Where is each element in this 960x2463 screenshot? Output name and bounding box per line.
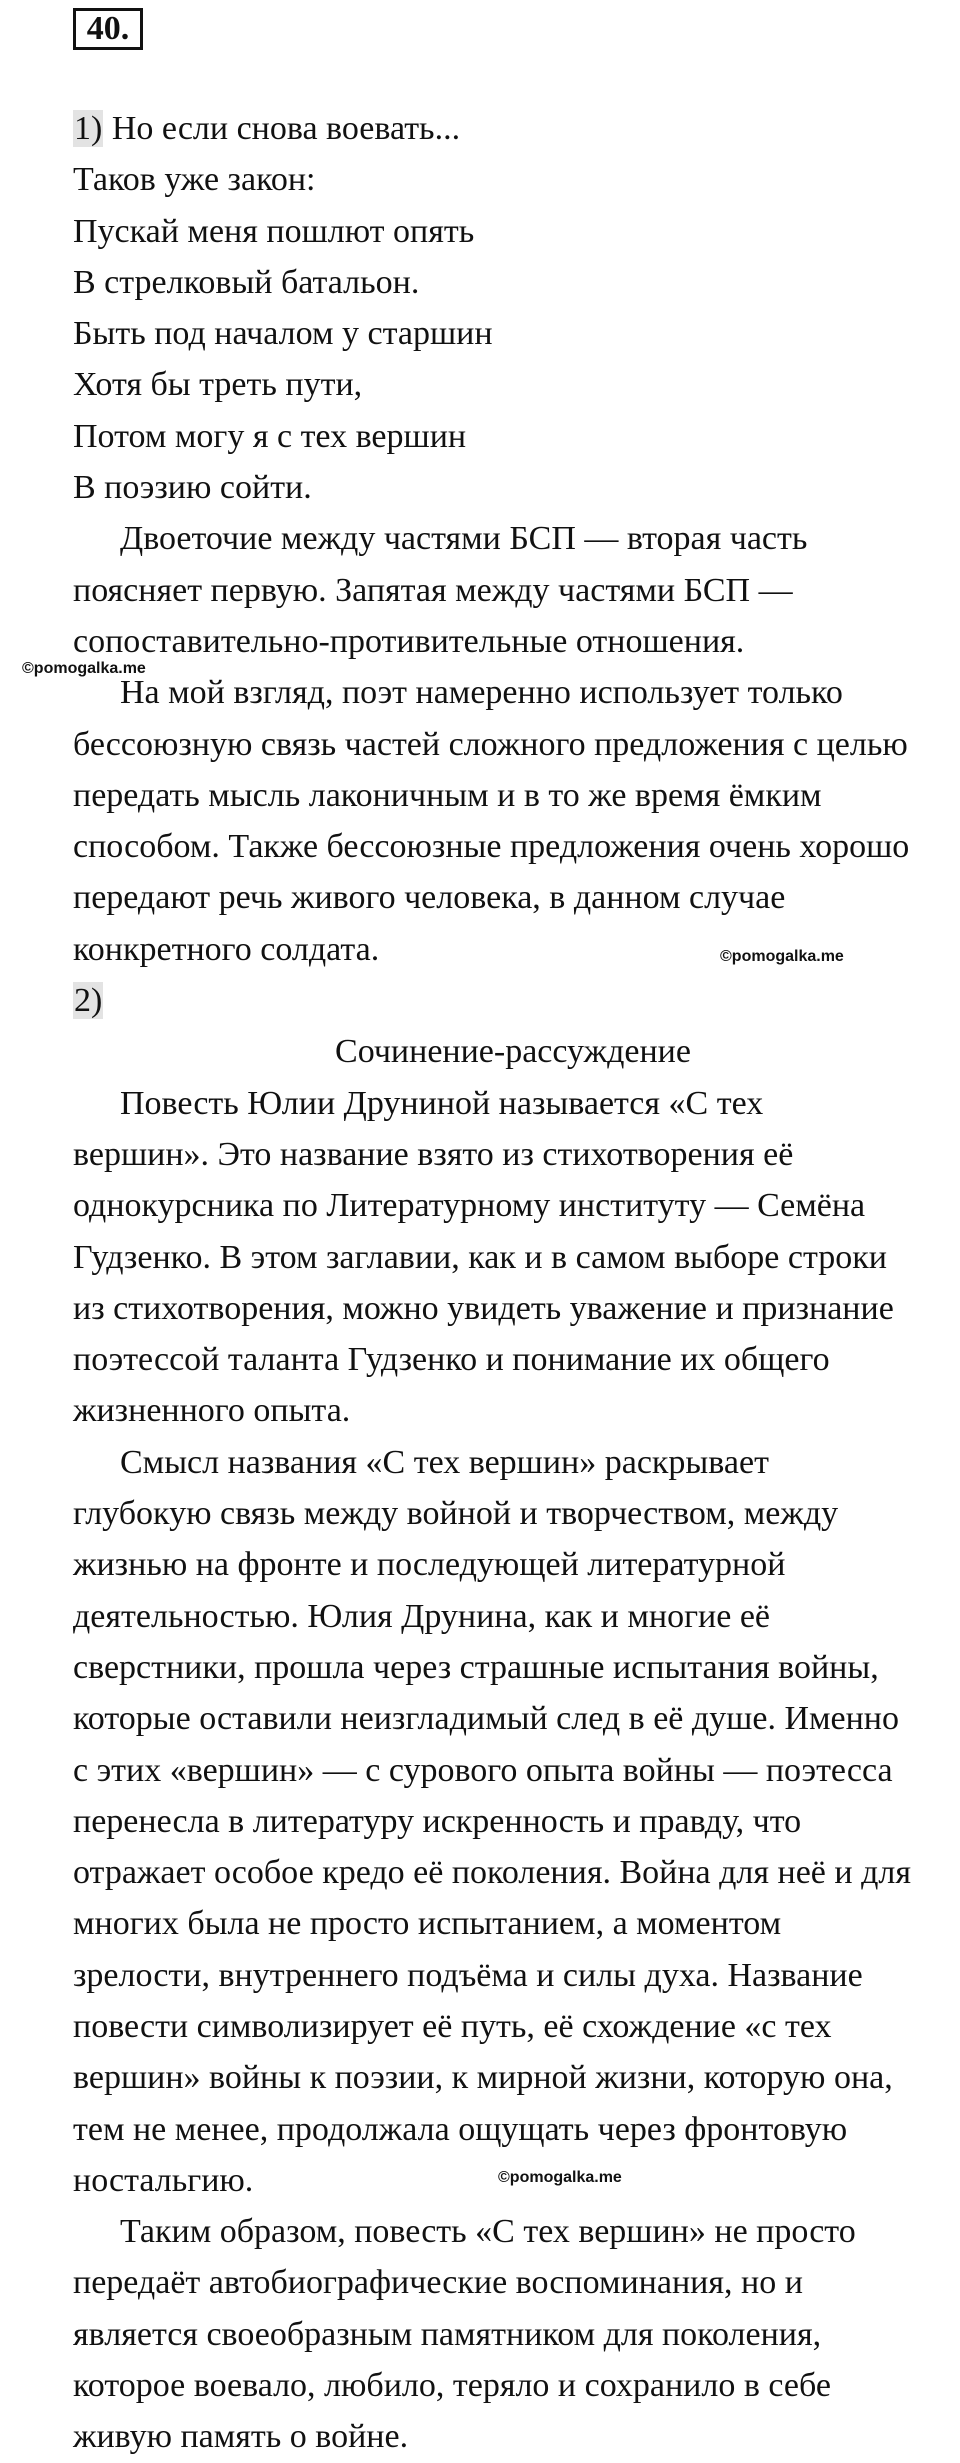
analysis-line: Двоеточие между частями БСП — вторая часть [120,520,808,558]
essay-line: отражает особое кредо её поколения. Война для неё и для [73,1854,911,1892]
task-number: 40. [73,8,143,50]
opinion-line: бессоюзную связь частей сложного предложения с целью [73,725,908,763]
poem-line: Быть под началом у старшин [73,315,493,353]
part2-marker-line [73,975,953,1026]
poem-line: Пускай меня пошлют опять [73,212,475,250]
essay-title: Сочинение-рассуждение [335,1033,691,1071]
opinion-line: На мой взгляд, поэт намеренно использует только [120,674,843,712]
opinion-line: передают речь живого человека, в данном случае [73,879,786,917]
document-body [73,103,953,2463]
watermark: ©pomogalka.me [22,660,146,677]
essay-line: однокурсника по Литературному институту — Семёна [73,1187,866,1225]
essay-line: поэтессой таланта Гудзенко и понимание их общего [73,1341,830,1379]
essay-line: повести символизирует её путь, её схождение «с тех [73,2007,832,2045]
essay-line: зрелости, внутреннего подъёма и силы духа. Название [73,1956,863,1994]
poem-line: В стрелковый батальон. [73,263,420,301]
essay-line: глубокую связь между войной и творчеством, между [73,1495,839,1533]
essay-line: многих была не просто испытанием, а моментом [73,1905,782,1943]
essay-line: из стихотворения, можно увидеть уважение и признание [73,1289,894,1327]
essay-line: живую память о войне. [73,2418,409,2456]
essay-line: Смысл названия «С тех вершин» раскрывает [120,1443,769,1481]
essay-line: с этих «вершин» — с сурового опыта войны — поэтесса [73,1751,893,1789]
analysis-line: сопоставительно-противительные отношения. [73,622,745,660]
opinion-line: передать мысль лаконичным и в то же время ёмким [73,776,822,814]
essay-line: которые оставили неизгладимый след в её душе. Именно [73,1700,899,1738]
essay-line: вершин». Это название взято из стихотворения её [73,1135,794,1173]
essay-line: Повесть Юлии Друниной называется «С тех [120,1084,764,1122]
essay-line: Гудзенко. В этом заглавии, как и в самом выборе строки [73,1238,887,1276]
analysis-line: поясняет первую. Запятая между частями БСП — [73,571,793,609]
essay-line: которое воевало, любило, теряло и сохранило в себе [73,2367,831,2405]
watermark: ©pomogalka.me [498,2169,622,2186]
essay-line: является своеобразным памятником для поколения, [73,2315,822,2353]
part1-marker: 1) [74,110,103,147]
essay-line: жизнью на фронте и последующей литературной [73,1546,786,1584]
essay-line: передаёт автобиографические воспоминания, но и [73,2264,803,2302]
poem-line: В поэзию сойти. [73,469,312,507]
poem-line: Потом могу я с тех вершин [73,417,467,455]
poem-line: Хотя бы треть пути, [73,366,363,404]
essay-line: перенесла в литературу искренность и правду, что [73,1802,802,1840]
part2-marker: 2) [74,982,103,1020]
essay-line: деятельностью. Юлия Друнина, как и многие её [73,1597,770,1635]
opinion-line: способом. Также бессоюзные предложения очень хорошо [73,828,910,866]
essay-line: тем не менее, продолжала ощущать через фронтовую [73,2110,848,2148]
essay-line: ностальгию. [73,2161,254,2199]
poem-line: Таков уже закон: [73,161,316,199]
essay-line: жизненного опыта. [73,1392,351,1430]
poem-line-1: 1) Но если снова воевать... [74,110,461,147]
essay-line: сверстники, прошла через страшные испытания войны, [73,1648,879,1686]
opinion-line: конкретного солдата. [73,930,380,968]
essay-line: вершин» войны к поэзии, к мирной жизни, которую она, [73,2059,893,2097]
essay-line: Таким образом, повесть «С тех вершин» не просто [120,2213,856,2251]
watermark: ©pomogalka.me [720,948,844,965]
